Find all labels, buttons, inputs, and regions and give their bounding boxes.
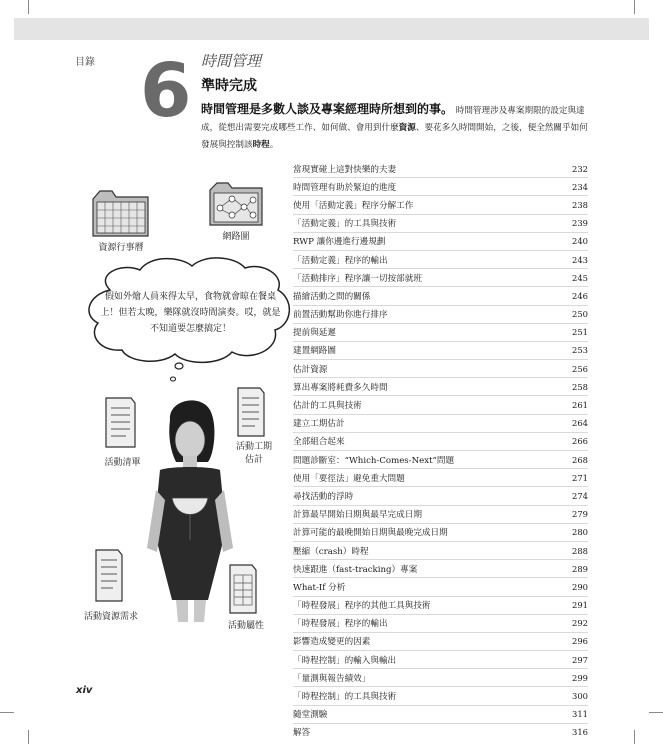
toc-entry-page: 239 (572, 218, 588, 229)
resource-requirements-label: 活動資源需求 (83, 612, 138, 622)
toc-entry-page: 300 (572, 691, 588, 702)
toc-entry[interactable] (293, 177, 588, 195)
toc-entry-title: 「活動定義」的工具與技術 (293, 219, 397, 230)
toc-entry[interactable] (293, 668, 588, 686)
toc-entry[interactable] (293, 359, 588, 377)
toc-entry-title: 估計資源 (293, 364, 328, 375)
toc-entry-title: 「量測與報告績效」 (293, 673, 371, 684)
toc-entry-title: 前置活動幫助你進行排序 (293, 310, 388, 321)
toc-entry-page: 271 (572, 472, 588, 483)
chapter-subtitle: 準時完成 (201, 78, 257, 94)
network-diagram-icon (210, 183, 262, 225)
toc-entry-title: 當現實碰上這對快樂的夫妻 (293, 164, 397, 175)
toc-entry[interactable] (293, 596, 588, 614)
toc-entry-title: What-If 分析 (293, 582, 346, 593)
toc-entry-title: 建置網路圖 (293, 346, 336, 357)
person-illustration (147, 400, 233, 622)
toc-entry[interactable] (293, 160, 588, 177)
duration-estimate-label: 活動工期估計 (235, 442, 272, 465)
intro-text: 、要花多久時間開始，之後，便全然關乎如何發展與控制該 (201, 123, 588, 150)
calendar-label: 資源行事曆 (98, 243, 144, 253)
toc-entry[interactable] (293, 559, 588, 577)
toc-entry-page: 292 (572, 618, 588, 629)
toc-entry-title: 描繪活動之間的關係 (293, 291, 371, 302)
toc-entry-title: 尋找活動的浮時 (293, 491, 354, 502)
intro-emphasis: 資源 (398, 123, 416, 133)
toc-entry[interactable] (293, 468, 588, 486)
toc-entry-title: 計算可能的最晚開始日期與最晚完成日期 (293, 528, 448, 539)
toc-entry-page: 258 (572, 381, 588, 392)
toc-entry-title: 問題診斷室：“Which-Comes-Next”問題 (293, 455, 455, 466)
activity-attributes-label: 活動屬性 (227, 621, 264, 631)
toc-entry-title: 「時程控制」的工具與技術 (293, 692, 397, 703)
toc-entry-title: 壓縮（crash）時程 (293, 546, 369, 557)
toc-entry[interactable] (293, 377, 588, 395)
toc-entry[interactable] (293, 268, 588, 286)
chapter-title: 時間管理 (201, 52, 262, 70)
toc-entry-title: 算出專案將耗費多久時間 (293, 382, 388, 393)
section-label: 目錄 (75, 57, 95, 68)
table-of-contents (293, 160, 588, 741)
duration-estimate-icon (238, 388, 264, 436)
toc-entry-page: 251 (572, 327, 588, 338)
intro-lead: 時間管理是多數人談及專案經理時所想到的事。 (201, 102, 454, 116)
intro-emphasis: 時程 (252, 140, 270, 150)
toc-entry[interactable] (293, 341, 588, 359)
toc-entry-page: 268 (572, 454, 588, 465)
toc-entry-title: 計算最早開始日期與最早完成日期 (293, 510, 422, 521)
toc-entry[interactable] (293, 705, 588, 723)
toc-entry-title: 隨堂測驗 (293, 710, 328, 721)
toc-entry-page: 243 (572, 254, 588, 265)
activity-list-icon (106, 398, 135, 447)
network-label: 網路圖 (222, 232, 250, 242)
toc-entry-page: 234 (572, 181, 588, 192)
toc-entry[interactable] (293, 214, 588, 232)
toc-entry-title: 「時程發展」程序的其他工具與技術 (293, 601, 431, 612)
calendar-icon (93, 191, 148, 236)
toc-entry-page: 253 (572, 345, 588, 356)
toc-entry[interactable] (293, 650, 588, 668)
toc-entry[interactable] (293, 505, 588, 523)
toc-entry-page: 240 (572, 236, 588, 247)
toc-entry-page: 256 (572, 363, 588, 374)
toc-entry-title: 建立工期估計 (293, 419, 345, 430)
toc-entry[interactable] (293, 432, 588, 450)
intro-text: 。 (269, 140, 279, 150)
toc-entry[interactable] (293, 232, 588, 250)
toc-entry[interactable] (293, 414, 588, 432)
toc-entry-title: 使用「活動定義」程序分解工作 (293, 200, 414, 211)
resource-requirements-icon (96, 550, 122, 601)
toc-entry-page: 311 (572, 709, 588, 720)
toc-entry-page: 289 (572, 563, 588, 574)
toc-entry-title: 「時程發展」程序的輸出 (293, 619, 388, 630)
activity-list-label: 活動清單 (104, 458, 141, 468)
toc-entry-page: 280 (572, 527, 588, 538)
toc-entry-title: 全部組合起來 (293, 437, 345, 448)
toc-entry-title: 解答 (293, 728, 311, 739)
toc-entry-page: 238 (572, 199, 588, 210)
toc-entry-page: 245 (572, 272, 588, 283)
toc-entry-title: 快速跟進（fast-tracking）專案 (293, 564, 418, 575)
chapter-number: 6 (140, 48, 192, 134)
toc-entry-page: 299 (572, 672, 588, 683)
toc-entry-page: 290 (572, 581, 588, 592)
toc-entry-page: 291 (572, 600, 588, 611)
intro-text: 時間管理涉及專案期限的設定與達成，從想出需要完成哪些工作、如何做、會用到什麼 (201, 106, 585, 133)
toc-entry[interactable] (293, 614, 588, 632)
toc-entry-page: 261 (572, 400, 588, 411)
toc-entry[interactable] (293, 305, 588, 323)
toc-entry[interactable] (293, 486, 588, 504)
page-number: xiv (76, 685, 93, 696)
toc-entry-title: 影響造成變更的因素 (293, 637, 371, 648)
thought-bubble-text: 假如外燴人員來得太早，食物就會晾在餐桌上！但若太晚，樂隊就沒時間演奏。哎，就是不知道要怎麼搞定！ (100, 292, 281, 334)
toc-entry[interactable] (293, 723, 588, 741)
toc-entry-title: RWP 讓你邊進行邊規劃 (293, 237, 386, 248)
toc-entry-page: 232 (572, 163, 588, 174)
toc-entry[interactable] (293, 632, 588, 650)
toc-entry-title: 時間管理有助於緊迫的進度 (293, 182, 397, 193)
toc-entry-page: 250 (572, 309, 588, 320)
toc-entry-page: 266 (572, 436, 588, 447)
thought-dot (175, 363, 183, 369)
toc-entry[interactable] (293, 577, 588, 595)
toc-entry[interactable] (293, 686, 588, 704)
toc-entry-page: 279 (572, 509, 588, 520)
toc-entry-page: 274 (572, 490, 588, 501)
activity-attributes-icon (230, 565, 256, 613)
toc-entry[interactable] (293, 195, 588, 213)
toc-entry[interactable] (293, 395, 588, 413)
toc-entry-page: 246 (572, 290, 588, 301)
thought-dot (171, 377, 176, 381)
toc-entry-page: 288 (572, 545, 588, 556)
toc-entry-title: 「時程控制」的輸入與輸出 (293, 655, 397, 666)
toc-entry-title: 「活動定義」程序的輸出 (293, 255, 388, 266)
toc-entry[interactable] (293, 250, 588, 268)
toc-entry-page: 316 (572, 727, 588, 738)
toc-entry-title: 「活動排序」程序讓一切按部就班 (293, 273, 422, 284)
toc-entry-page: 296 (572, 636, 588, 647)
toc-entry[interactable] (293, 450, 588, 468)
toc-entry-title: 估計的工具與技術 (293, 401, 362, 412)
toc-entry[interactable] (293, 523, 588, 541)
toc-entry-page: 264 (572, 418, 588, 429)
toc-entry-title: 提前與延遲 (293, 328, 336, 339)
toc-entry[interactable] (293, 323, 588, 341)
toc-entry[interactable] (293, 541, 588, 559)
toc-entry-title: 使用「要徑法」避免重大問題 (293, 473, 405, 484)
toc-entry[interactable] (293, 286, 588, 304)
toc-entry-page: 297 (572, 654, 588, 665)
